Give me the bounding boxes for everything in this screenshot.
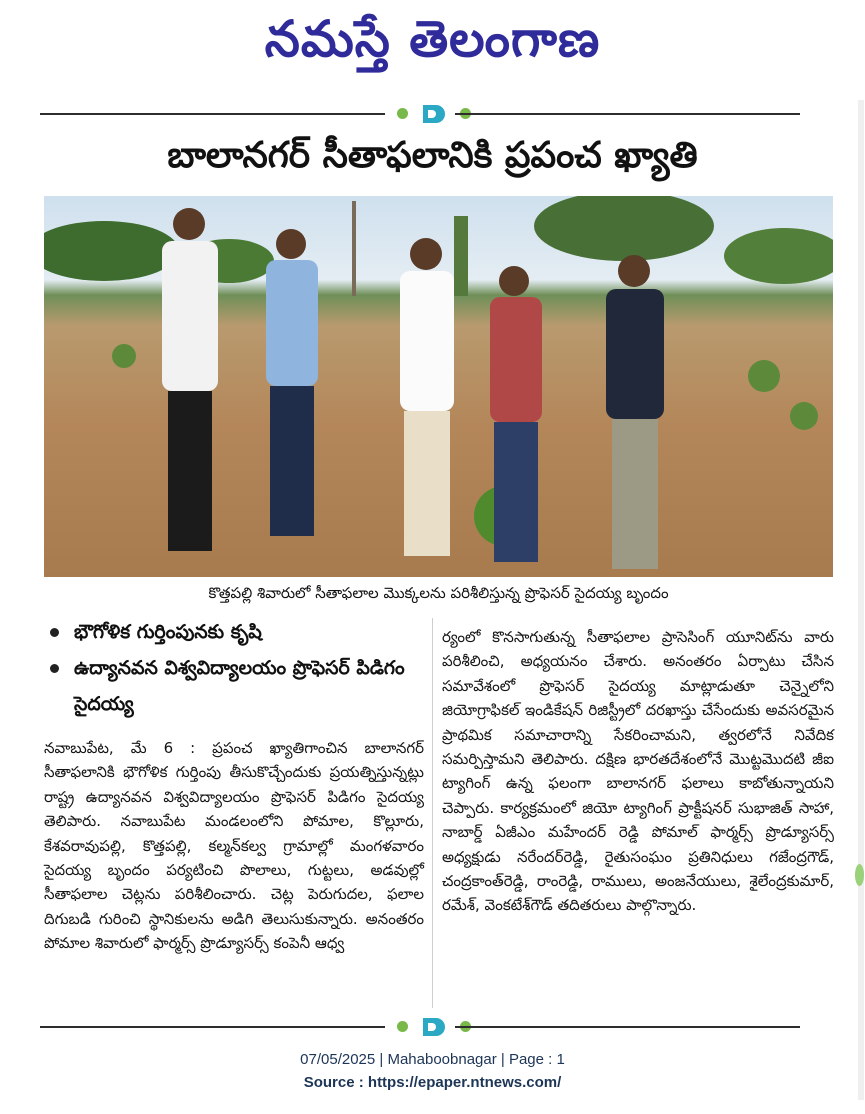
photo-caption: కొత్తపల్లి శివారులో సీతాఫలాల మొక్కలను పరిశీలిస్తున్న ప్రొఫెసర్ సైదయ్య బృందం (208, 584, 669, 602)
edition-info: 07/05/2025 | Mahaboobnagar | Page : 1 (300, 1051, 565, 1068)
bullet-dot-icon (50, 664, 59, 673)
highlight-bullets (44, 614, 429, 722)
article-headline: బాలానగర్ సీతాఫలానికి ప్రపంచ ఖ్యాతి (167, 135, 698, 176)
bullet-item: ఉద్యానవన విశ్వవిద్యాలయం ప్రొఫెసర్ పిడిగం సైదయ్య (44, 650, 429, 722)
vertical-scrollbar[interactable] (858, 100, 864, 1100)
brand-d-icon (423, 105, 445, 123)
article-paragraph: నవాబుపేట, మే 6 : ప్రపంచ ఖ్యాతిగాంచిన బాలానగర్ సీతాఫలానికి భౌగోళిక గుర్తింపు తీసుకొచ్చేందుకు ప్రయత్నిస్తున్నట్లు రాష్ట్ర ఉద్యానవన విశ్వవిద్యాలయం ప్రొఫెసర్ పిడిగం సైదయ్య తెలిపారు. నవాబుపేట మండలంలోని పోమాల, కొల్లూరు, కేశవరావుపల్లి, కొత్తపల్లి, కల్మన్‌కల్వ గ్రామాల్లో మంగళవారం సైదయ్య బృందం పర్యటించి పొలాలు, గుట్టలు, అడవుల్లో సీతాఫలాల చెట్లను పరిశీలించారు. చెట్ల పెరుగుదల, ఫలాల దిగుబడి గురించి స్థానికులను అడిగి తెలుసుకున్నారు. అనంతరం పోమాల శివారులో ఫార్మర్స్ ప్రొడ్యూసర్స్ కంపెనీ ఆధ్వ (44, 739, 424, 953)
source-link[interactable]: Source : https://epaper.ntnews.com/ (303, 1074, 562, 1091)
bullet-item: భౌగోళిక గుర్తింపునకు కృషి (44, 614, 429, 650)
brand-d-icon (423, 1018, 445, 1036)
column-divider (432, 618, 433, 1008)
top-divider (40, 107, 800, 121)
article-paragraph: ర్యంలో కొనసాగుతున్న సీతాఫలాల ప్రాసెసింగ్ యూనిట్‌ను వారు పరిశీలించి, అధ్యయనం చేశారు. అనంతరం ఏర్పాటు చేసిన సమావేశంలో ప్రొఫెసర్ సైదయ్య మాట్లాడుతూ చెన్నైలోని జియోగ్రాఫికల్ ఇండికేషన్ రిజిస్ట్రీలో దరఖాస్తు చేసేందుకు అవసరమైన ప్రాథమిక సమాచారాన్ని సేకరించామని, త్వరలోనే నివేదిక సమర్పిస్తామని తెలిపారు. దక్షిణ భారతదేశంలోనే మొట్టమొదటి జీఐ ట్యాగింగ్ ఉన్న ఫలంగా బాలానగర్ ఫలాలు కాబోతున్నాయని చెప్పారు. కార్యక్రమంలో జియో ట్యాగింగ్ ప్రాక్టీషనర్ సుభాజిత్ సాహా, నాబార్డ్ ఏజీఎం మహేందర్ రెడ్డి పోమాల్ ఫార్మర్స్ ప్రొడ్యూసర్స్ అధ్యక్షుడు నరేందర్‌రెడ్డి, రైతుసంఘం ప్రతినిధులు గజేంద్రగౌడ్, చంద్రకాంత్‌రెడ్డి, రాంరెడ్డి, రాములు, అంజనేయులు, శైలేంద్రకుమార్, రమేశ్, వెంకటేశ్‌గౌడ్ తదితరులు పాల్గొన్నారు. (442, 628, 834, 915)
bullet-dot-icon (50, 628, 59, 637)
scroll-position-marker[interactable] (855, 864, 864, 886)
article-photo (44, 196, 833, 577)
article-body-right-column (442, 625, 834, 918)
newspaper-masthead: నమస్తే తెలంగాణ (264, 9, 601, 68)
bottom-divider (40, 1020, 800, 1034)
article-body-left-column (44, 736, 424, 956)
